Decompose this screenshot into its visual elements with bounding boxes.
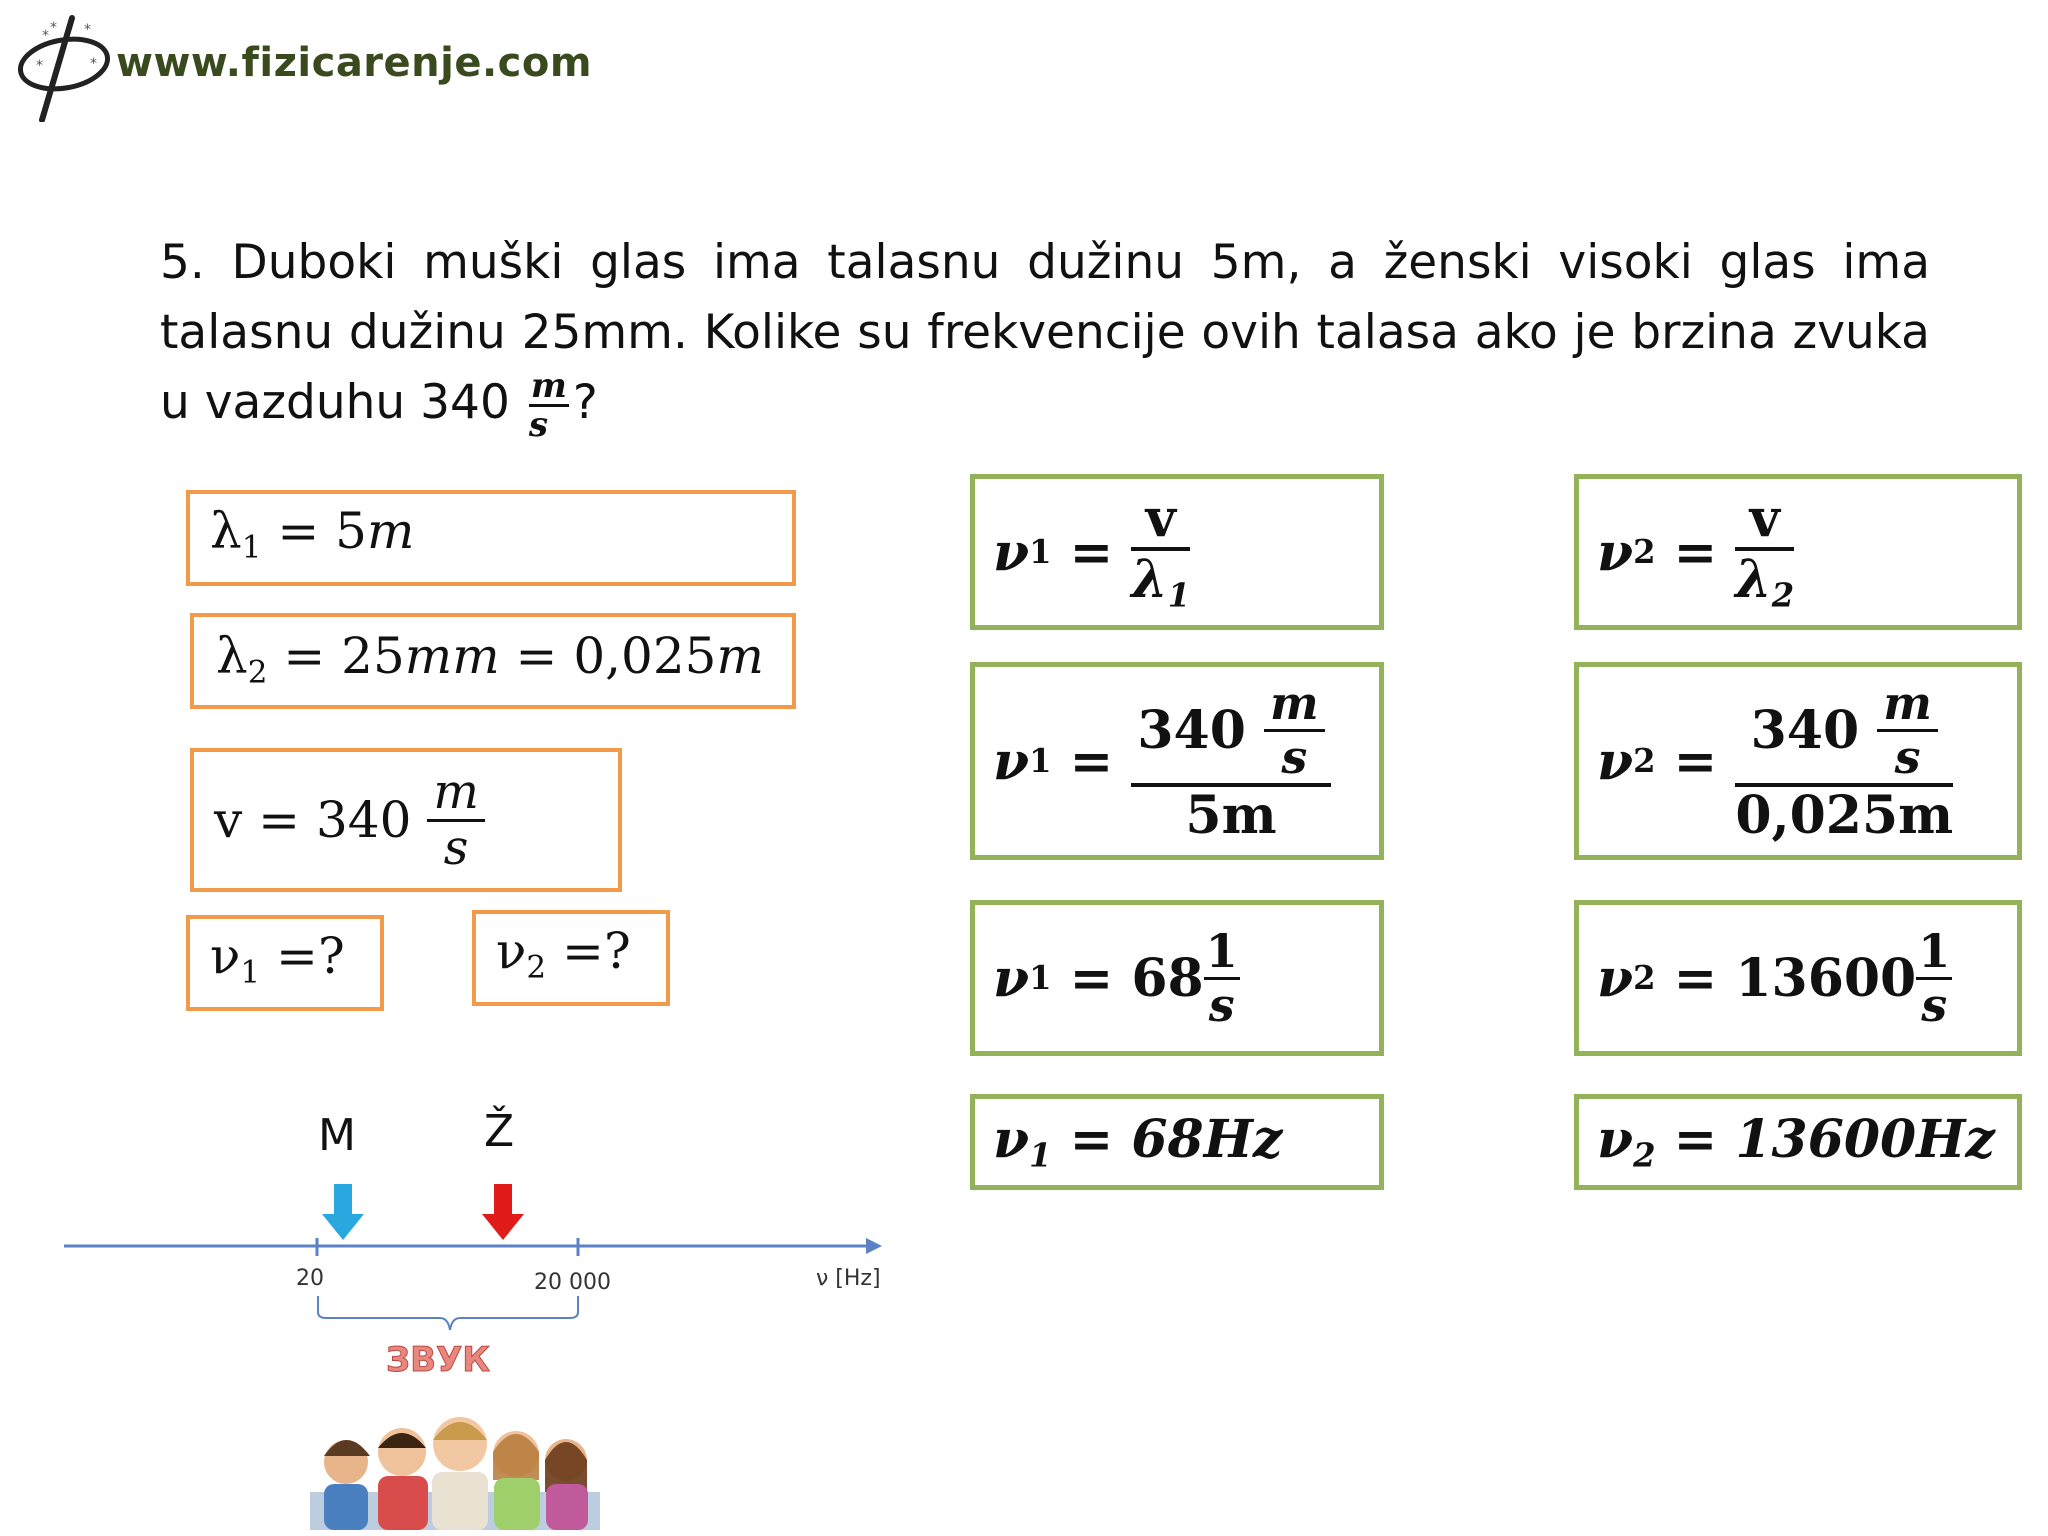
nu1-substitution-box: [970, 662, 1384, 860]
nu1-formula: ν 1 = $\frac{v}{\lambda_1}$: [993, 487, 1191, 615]
given-nu1-box: [186, 915, 384, 1011]
group-of-people-icon: [310, 1400, 600, 1530]
given-speed: v = 340 $\frac{m}{s}$: [214, 758, 485, 882]
given-nu2-box: [472, 910, 670, 1006]
axis-label: ν [Hz]: [816, 1266, 881, 1291]
axis-arrowhead-icon: [866, 1238, 882, 1254]
audible-range-label: ЗВУК: [386, 1340, 491, 1380]
problem-unit-den: s: [528, 405, 548, 445]
male-arrow-icon: [322, 1184, 364, 1240]
problem-unit-fraction: [529, 368, 569, 443]
female-marker-label: Ž: [484, 1106, 515, 1157]
nu1-substitution: ν 1 = 340 $\frac{m}{s}$ 5m: [993, 678, 1331, 843]
given-lambda1-box: [186, 490, 796, 586]
given-lambda1: $\lambda_1 = 5m$: [210, 502, 415, 566]
problem-question-mark: ?: [572, 375, 598, 430]
problem-unit-num: m: [530, 366, 567, 406]
nu2-final: $\nu_2 = 13600Hz$: [1597, 1109, 1995, 1175]
site-url[interactable]: www.fizicarenje.com: [116, 40, 593, 86]
nu2-formula-box: [1574, 474, 2022, 630]
given-nu1: $\nu_1$ =?: [210, 927, 345, 991]
tick-label-high: 20 000: [534, 1270, 611, 1295]
given-speed-box: [190, 748, 622, 892]
tick-label-low: 20: [296, 1266, 324, 1291]
nu2-substitution: ν 2 = 340 $\frac{m}{s}$ 0,025m: [1597, 676, 1954, 846]
nu1-formula-box: [970, 474, 1384, 630]
nu1-result: ν 1 = 68 $\frac{1}{s}$: [993, 923, 1238, 1032]
male-marker-label: M: [318, 1110, 356, 1161]
audible-range-brace: [318, 1296, 578, 1330]
nu2-formula: ν 2 = $\frac{v}{\lambda_2}$: [1597, 487, 1795, 615]
given-nu2: $\nu_2$ =?: [496, 922, 631, 986]
nu2-result-box: [1574, 900, 2022, 1056]
phi-logo-icon: [14, 12, 114, 122]
nu1-final: $\nu_1 = 68Hz$: [993, 1109, 1283, 1175]
svg-text:*: *: [42, 28, 49, 44]
nu1-final-box: [970, 1094, 1384, 1190]
nu2-final-box: [1574, 1094, 2022, 1190]
female-arrow-icon: [482, 1184, 524, 1240]
problem-text: [160, 228, 1930, 443]
nu2-result: ν 2 = 13600 $\frac{1}{s}$: [1597, 923, 1951, 1032]
given-lambda2-box: [190, 613, 796, 709]
svg-text:*: *: [50, 20, 57, 36]
given-lambda2: $\lambda_2 = 25mm = 0,025m$: [216, 627, 764, 691]
problem-body: 5. Duboki muški glas ima talasnu dužinu 5m, a ženski visoki glas ima talasnu dužinu 25mm. Kolike su frekvencije ovih talasa ako je brzina zvuka u vazduhu 340: [160, 235, 1930, 430]
nu1-result-box: [970, 900, 1384, 1056]
nu2-substitution-box: [1574, 662, 2022, 860]
svg-text:*: *: [90, 56, 97, 72]
svg-text:*: *: [84, 22, 91, 38]
svg-text:*: *: [36, 58, 43, 74]
